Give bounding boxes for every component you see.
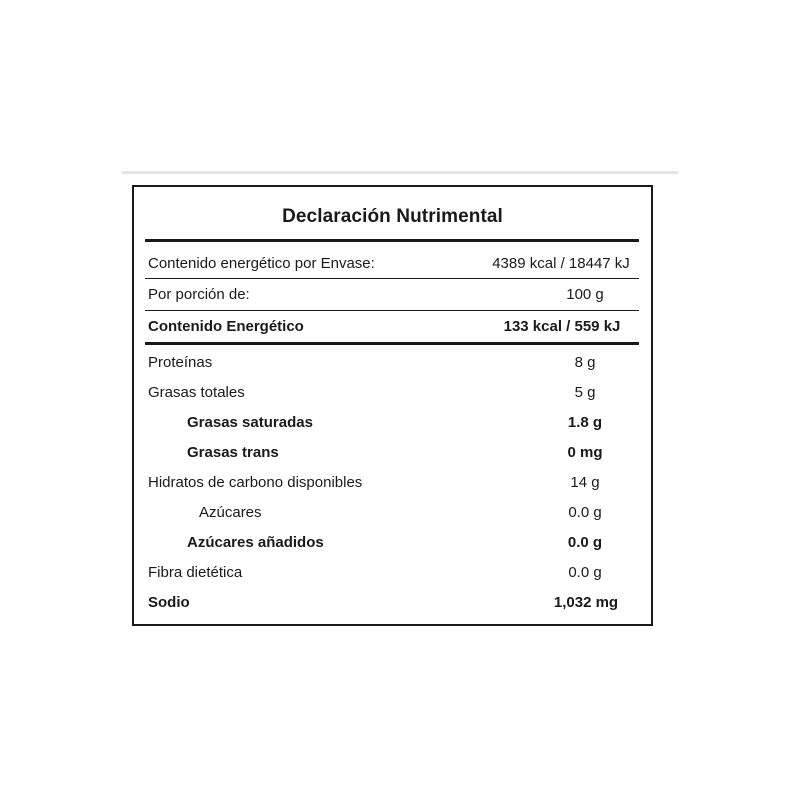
row-label: Proteínas xyxy=(148,354,213,371)
title-divider xyxy=(145,239,639,242)
top-divider xyxy=(122,171,678,174)
row-label: Fibra dietética xyxy=(148,564,243,581)
row-value: 0 mg xyxy=(567,444,603,461)
row-value: 5 g xyxy=(574,384,596,401)
row-label: Hidratos de carbono disponibles xyxy=(148,474,363,491)
row-divider xyxy=(145,278,639,279)
row-value: 4389 kcal / 18447 kJ xyxy=(492,255,630,272)
row-label: Grasas totales xyxy=(148,384,245,401)
row-value: 14 g xyxy=(570,474,600,491)
row-divider xyxy=(145,310,639,311)
row-value: 0.0 g xyxy=(568,564,602,581)
row-label: Contenido energético por Envase: xyxy=(148,255,375,272)
row-label: Azúcares xyxy=(199,504,262,521)
energy-divider xyxy=(145,342,639,345)
row-label: Grasas trans xyxy=(187,444,279,461)
row-value: 1.8 g xyxy=(567,414,603,431)
row-value: 8 g xyxy=(574,354,596,371)
row-value: 100 g xyxy=(566,286,604,303)
panel-title: Declaración Nutrimental xyxy=(282,206,503,227)
row-value: 133 kcal / 559 kJ xyxy=(503,318,621,335)
row-value: 1,032 mg xyxy=(553,594,619,611)
nutrition-facts-panel xyxy=(132,185,653,626)
row-label: Grasas saturadas xyxy=(187,414,313,431)
row-label: Azúcares añadidos xyxy=(187,534,324,551)
row-value: 0.0 g xyxy=(568,504,602,521)
row-label: Por porción de: xyxy=(148,286,250,303)
row-value: 0.0 g xyxy=(567,534,603,551)
row-label: Contenido Energético xyxy=(148,318,304,335)
row-label: Sodio xyxy=(148,594,190,611)
